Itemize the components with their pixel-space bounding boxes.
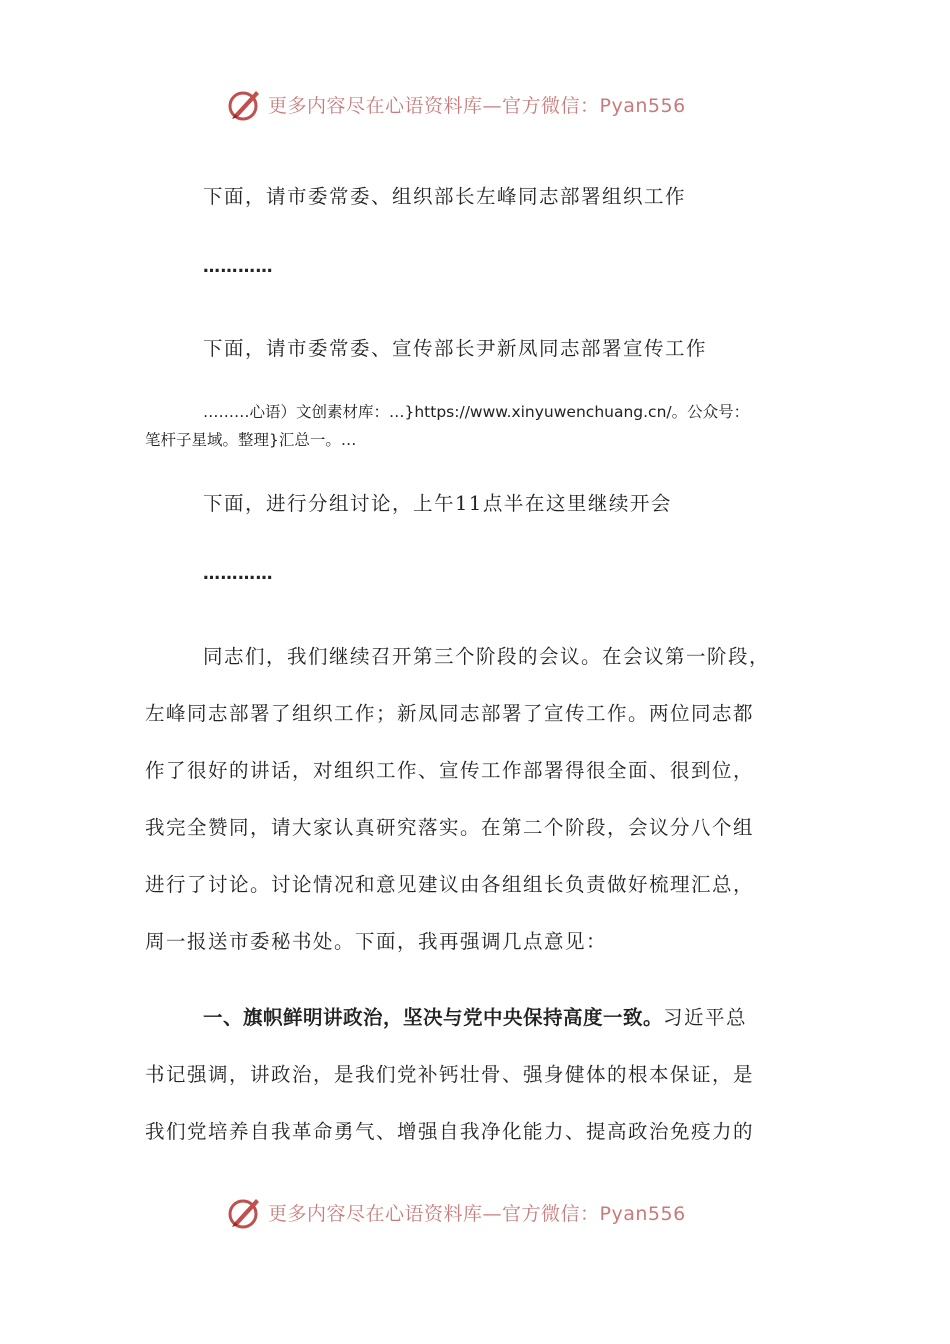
section-line: 书记强调，讲政治，是我们党补钙壮骨、强身健体的根本保证，是 bbox=[145, 1063, 755, 1086]
pen-logo-icon bbox=[226, 85, 264, 123]
pen-logo-icon bbox=[226, 1193, 264, 1231]
paragraph-line: 进行了讨论。讨论情况和意见建议由各组组长负责做好梳理汇总， bbox=[145, 873, 755, 896]
line-propaganda: 下面，请市委常委、宣传部长尹新凤同志部署宣传工作 bbox=[203, 337, 708, 360]
ellipsis: ………… bbox=[203, 257, 273, 277]
ellipsis: ………… bbox=[203, 564, 273, 584]
paragraph-line: 作了很好的讲话，对组织工作、宣传工作部署得很全面、很到位， bbox=[145, 759, 755, 782]
watermark-line-2: 笔杆子星域。整理}汇总一。… bbox=[145, 431, 357, 449]
section-heading-tail: 习近平总 bbox=[663, 1006, 748, 1029]
paragraph-line: 周一报送市委秘书处。下面，我再强调几点意见： bbox=[145, 930, 608, 953]
paragraph-line: 同志们，我们继续召开第三个阶段的会议。在会议第一阶段， bbox=[203, 645, 771, 668]
line-discussion: 下面，进行分组讨论，上午11点半在这里继续开会 bbox=[203, 492, 672, 515]
footer-banner bbox=[226, 1192, 746, 1232]
paragraph-line: 左峰同志部署了组织工作；新凤同志部署了宣传工作。两位同志都 bbox=[145, 702, 755, 725]
section-heading-line bbox=[203, 1002, 747, 1030]
section-heading: 一、旗帜鲜明讲政治，坚决与党中央保持高度一致。 bbox=[203, 1006, 664, 1029]
watermark-line-1: ………心语）文创素材库：…}https://www.xinyuwenchuang.cn/。公众号： bbox=[203, 403, 750, 421]
line-organization: 下面，请市委常委、组织部长左峰同志部署组织工作 bbox=[203, 185, 687, 208]
header-banner bbox=[226, 84, 746, 124]
section-line: 我们党培养自我革命勇气、增强自我净化能力、提高政治免疫力的 bbox=[145, 1120, 755, 1143]
banner-text: 更多内容尽在心语资料库—官方微信：Pyan556 bbox=[268, 1202, 686, 1225]
paragraph-line: 我完全赞同，请大家认真研究落实。在第二个阶段，会议分八个组 bbox=[145, 816, 755, 839]
banner-text: 更多内容尽在心语资料库—官方微信：Pyan556 bbox=[268, 94, 686, 117]
